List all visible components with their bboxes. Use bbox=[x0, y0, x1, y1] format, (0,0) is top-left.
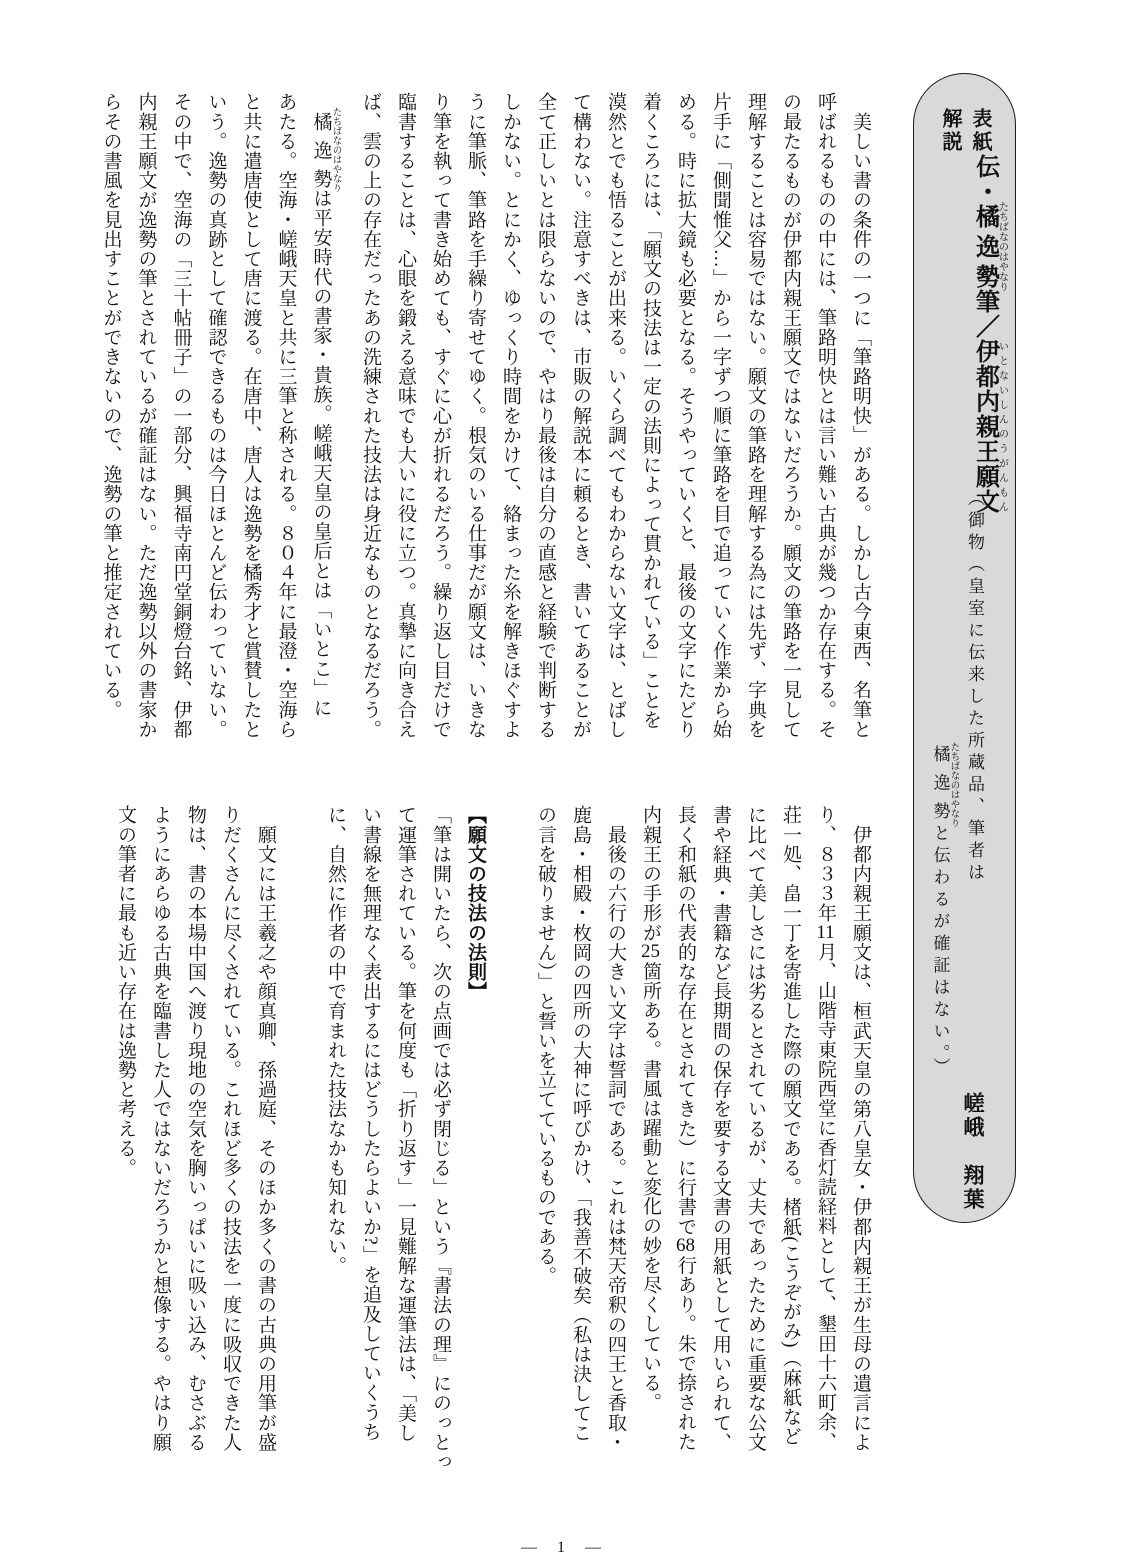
text-column: （御物（皇室に伝来した所蔵品、筆者は bbox=[965, 489, 984, 885]
text-column: に、自然に作者の中で育まれた技法なかも知れない。 bbox=[325, 805, 346, 1276]
text-column: 長く和紙の代表的な存在とされてきた）に行書で68行あり。朱で捺された bbox=[675, 805, 696, 1452]
text-column: に比べて美しさには劣るとされているが、丈夫であったために重要な公文 bbox=[745, 805, 766, 1452]
text-column: て運筆されている。筆を何度も「折り返す」一見難解な運筆法は、「美し bbox=[395, 805, 416, 1443]
text-column: 物は、書の本場中国へ渡り現地の空気を胸いっぱいに吸い込み、むさぶる bbox=[185, 805, 206, 1452]
text-column: 漠然とでも悟ることが出来る。いくら調べてもわからない文字は、とばし bbox=[605, 92, 626, 739]
text-column: 内親王願文が逸勢の筆とされているが確証はない。ただ逸勢以外の書家か bbox=[135, 92, 157, 739]
text-column: 「筆は開いたら、次の点画では必ず閉じる」という『書法の理』にのっとっ bbox=[430, 805, 451, 1472]
section-heading: 【願文の技法の法則】 bbox=[465, 805, 486, 1001]
text-column: らその書風を見出すことができないので、逸勢の筆と推定されている。 bbox=[100, 92, 122, 720]
text-column: ば、雲の上の存在だったあの洗練された技法は身近なものとなるだろう。 bbox=[360, 92, 381, 739]
page-number: ― 1 ― bbox=[520, 1539, 604, 1556]
ruby-annotated-name: 橘逸勢 たちばなのはやなり bbox=[310, 107, 342, 193]
text-column: める。時に拡大鏡も必要となる。そうやっていくと、最後の文字にたどり bbox=[675, 92, 696, 739]
text-column: 文の筆者に最も近い存在は逸勢と考える。 bbox=[115, 805, 136, 1178]
text-column: い書線を無理なく表出するにはどうしたらよいか?」を追及していくうち bbox=[360, 805, 381, 1442]
text-column: 伝・橘逸勢たちばなのはやなり筆／伊都内親王願文いとないしんのうがんもん bbox=[971, 154, 1008, 514]
horizontal-in-vertical-number: 68 bbox=[676, 1236, 695, 1256]
author-name: 嵯峨 翔葉 bbox=[961, 1092, 984, 1212]
text-column: 最後の六行の大きい文字は誓詞である。これは梵天帝釈の四王と香取・ bbox=[605, 805, 626, 1452]
text-column: 理解することは容易ではない。願文の筆路を理解する為には先ず、字典を bbox=[745, 92, 766, 739]
text-column: 片手に「側聞惟父…」から一字ずつ順に筆路を目で追っていく作業から始 bbox=[710, 92, 731, 739]
text-column: りだくさんに尽くされている。これほど多くの技法を一度に吸収できた人 bbox=[220, 805, 241, 1452]
corner-label: 表紙解説 bbox=[939, 108, 991, 154]
text-column: その中で、空海の「三十帖冊子」の一部分、興福寺南円堂銅燈台銘、伊都 bbox=[170, 92, 192, 739]
text-column: ようにあらゆる古典を臨書した人ではないだろうかと想像する。やはり願 bbox=[150, 805, 171, 1452]
text-column: と共に遣唐使として唐に渡る。在唐中、唐人は逸勢を橘秀才と賞賛したと bbox=[240, 92, 262, 739]
text-column: 橘逸勢 たちばなのはやなりと伝わるが確証はない。） bbox=[930, 742, 960, 1080]
body-text-upper bbox=[94, 92, 879, 784]
text-column: しかない。とにかく、ゆっくり時間をかけて、絡まった糸を解きほぐすよ bbox=[500, 92, 521, 739]
text-column: 美しい書の条件の一つに「筆路明快」がある。しかし古今東西、名筆と bbox=[850, 92, 871, 739]
text-column: 書や経典・書籍など長期間の保存を要する文書の用紙として用いられて、 bbox=[710, 805, 731, 1452]
work-note-line-2 bbox=[927, 742, 960, 1080]
text-column: 願文には王羲之や顔真卿、孫過庭、そのほか多くの書の古典の用筆が盛 bbox=[255, 805, 276, 1452]
ruby-annotated-name: 橘逸勢たちばなのはやなり bbox=[971, 201, 1008, 292]
text-column: 橘逸勢 たちばなのはやなりは平安時代の書家・貴族。嵯峨天皇の皇后とは「いとこ」に bbox=[310, 107, 342, 718]
text-column: 着くころには、「願文の技法は一定の法則によって貫かれている」ことを bbox=[640, 92, 661, 730]
work-note-line-1 bbox=[961, 489, 987, 885]
ruby-annotated-name: 伊都内親王願文いとないしんのうがんもん bbox=[971, 339, 1008, 514]
text-column: り、８３３年11月、山階寺東院西堂に香灯読経料として、墾田十六町余、 bbox=[815, 805, 836, 1452]
horizontal-in-vertical-number: 25 bbox=[641, 942, 660, 962]
text-column: の最たるものが伊都内親王願文ではないだろうか。願文の筆路を一見して bbox=[780, 92, 801, 739]
text-column: 内親王の手形が25箇所ある。書風は躍動と変化の妙を尽くしている。 bbox=[640, 805, 661, 1413]
text-column: 伊都内親王願文は、桓武天皇の第八皇女・伊都内親王が生母の遺言によ bbox=[850, 805, 871, 1452]
horizontal-in-vertical-number: 11 bbox=[816, 922, 835, 942]
text-column: 鹿島・相殿・枚岡の四所の大神に呼びかけ、「我善不破矣（私は決してこ bbox=[570, 805, 591, 1443]
text-column: うに筆脈、筆路を手繰り寄せてゆく。根気のいる仕事だが願文は、いきな bbox=[465, 92, 486, 739]
text-column: 荘一処、畠一丁を寄進した際の願文である。楮紙(こうぞがみ)（麻紙など bbox=[780, 805, 801, 1447]
cover-caption-box bbox=[913, 73, 1016, 1223]
text-column: あたる。空海・嵯峨天皇と共に三筆と称される。８０４年に最澄・空海ら bbox=[275, 92, 297, 739]
text-column bbox=[283, 805, 318, 1497]
text-column: り筆を執って書き始めても、すぐに心が折れるだろう。繰り返し目だけで bbox=[430, 92, 451, 739]
text-column: 全て正しいとは限らないので、やはり最後は自分の直感と経験で判断する bbox=[535, 92, 556, 739]
text-column bbox=[493, 805, 528, 1497]
work-title bbox=[965, 154, 1008, 514]
text-column: いう。逸勢の真跡として確認できるものは今日ほとんど伝わっていない。 bbox=[205, 92, 227, 739]
body-text-lower bbox=[108, 805, 878, 1497]
ruby-annotated-name: 橘逸勢 たちばなのはやなり bbox=[930, 742, 960, 828]
text-column bbox=[458, 805, 493, 1497]
text-column: 臨書することは、心眼を鍛える意味でも大いに役に立つ。真摯に向き合え bbox=[395, 92, 416, 739]
text-column: て構わない。注意すべきは、市販の解説本に頼るとき、書いてあることが bbox=[570, 92, 591, 739]
text-column: 呼ばれるものの中には、筆路明快とは言い難い古典が幾つか存在する。そ bbox=[815, 92, 836, 739]
text-column: の言を破りません）」と誓いを立てているものである。 bbox=[535, 805, 556, 1286]
